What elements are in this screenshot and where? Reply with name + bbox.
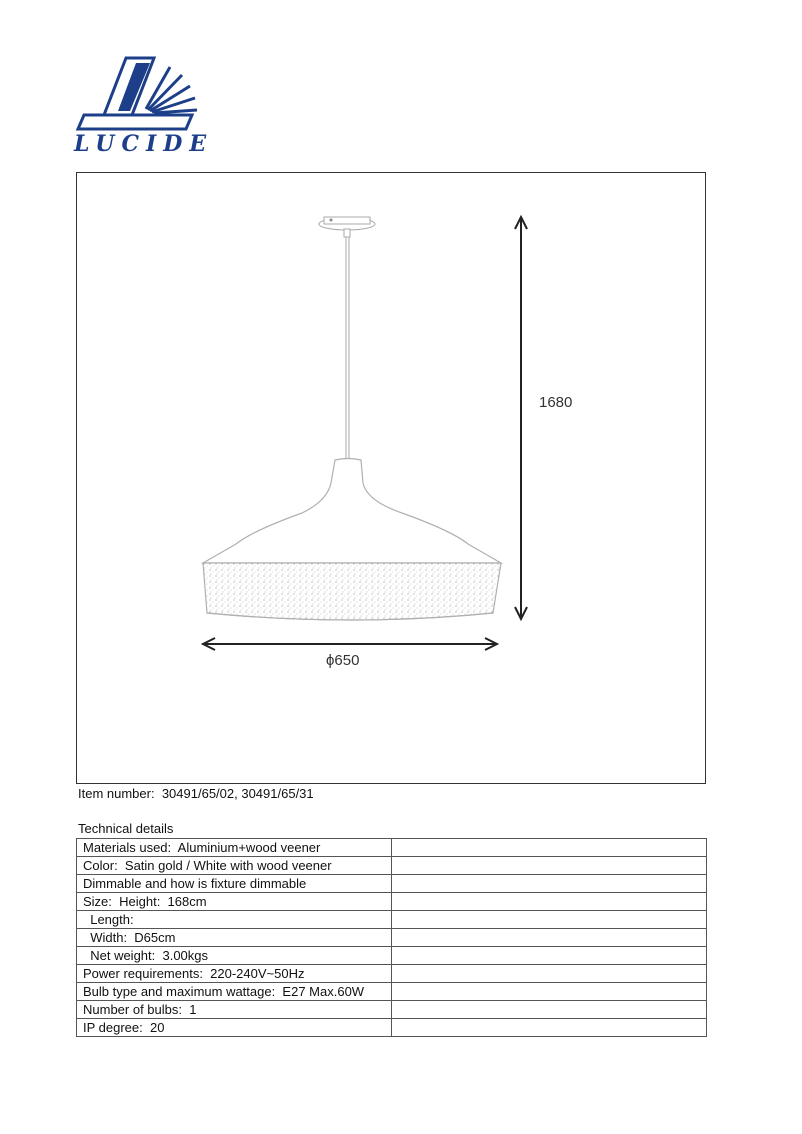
- spec-value: [392, 929, 707, 947]
- spec-label: Power requirements: 220-240V~50Hz: [77, 965, 392, 983]
- height-dimension-arrow: [515, 217, 527, 619]
- spec-row: [77, 857, 707, 875]
- technical-details-table: [76, 838, 707, 1037]
- spec-row: [77, 1019, 707, 1037]
- spec-row: [77, 875, 707, 893]
- item-number: [78, 786, 314, 801]
- ceiling-canopy: [319, 217, 375, 237]
- spec-label: Number of bulbs: 1: [77, 1001, 392, 1019]
- spec-value: [392, 983, 707, 1001]
- pendant-lamp-drawing: [77, 173, 707, 785]
- item-number-label: Item number:: [78, 786, 155, 801]
- spec-label: Bulb type and maximum wattage: E27 Max.60W: [77, 983, 392, 1001]
- spec-value: [392, 875, 707, 893]
- lucide-logo-mark: [74, 55, 224, 135]
- spec-value: [392, 1001, 707, 1019]
- product-drawing: [76, 172, 706, 784]
- spec-value: [392, 1019, 707, 1037]
- spec-label: Color: Satin gold / White with wood veener: [77, 857, 392, 875]
- brand-logo: [74, 55, 224, 160]
- spec-label: IP degree: 20: [77, 1019, 392, 1037]
- spec-row: [77, 983, 707, 1001]
- spec-label: Net weight: 3.00kgs: [77, 947, 392, 965]
- spec-label: Width: D65cm: [77, 929, 392, 947]
- spec-value: [392, 893, 707, 911]
- brand-wordmark: LUCIDE: [74, 131, 214, 157]
- spec-row: [77, 911, 707, 929]
- spec-row: [77, 839, 707, 857]
- spec-value: [392, 857, 707, 875]
- lamp-shade: [203, 459, 501, 621]
- item-number-value: 30491/65/02, 30491/65/31: [161, 786, 314, 801]
- spec-row: [77, 893, 707, 911]
- spec-row: [77, 1001, 707, 1019]
- spec-value: [392, 965, 707, 983]
- spec-value: [392, 911, 707, 929]
- spec-row: [77, 929, 707, 947]
- height-label: 1680: [539, 394, 573, 411]
- spec-value: [392, 839, 707, 857]
- spec-label: Materials used: Aluminium+wood veener: [77, 839, 392, 857]
- technical-details-title: Technical details: [78, 821, 174, 836]
- spec-label: Dimmable and how is fixture dimmable: [77, 875, 392, 893]
- spec-label: Size: Height: 168cm: [77, 893, 392, 911]
- spec-row: [77, 947, 707, 965]
- spec-label: Length:: [77, 911, 392, 929]
- spec-value: [392, 947, 707, 965]
- diameter-label: ϕ650: [326, 652, 360, 669]
- diameter-dimension-arrow: [203, 638, 497, 650]
- spec-row: [77, 965, 707, 983]
